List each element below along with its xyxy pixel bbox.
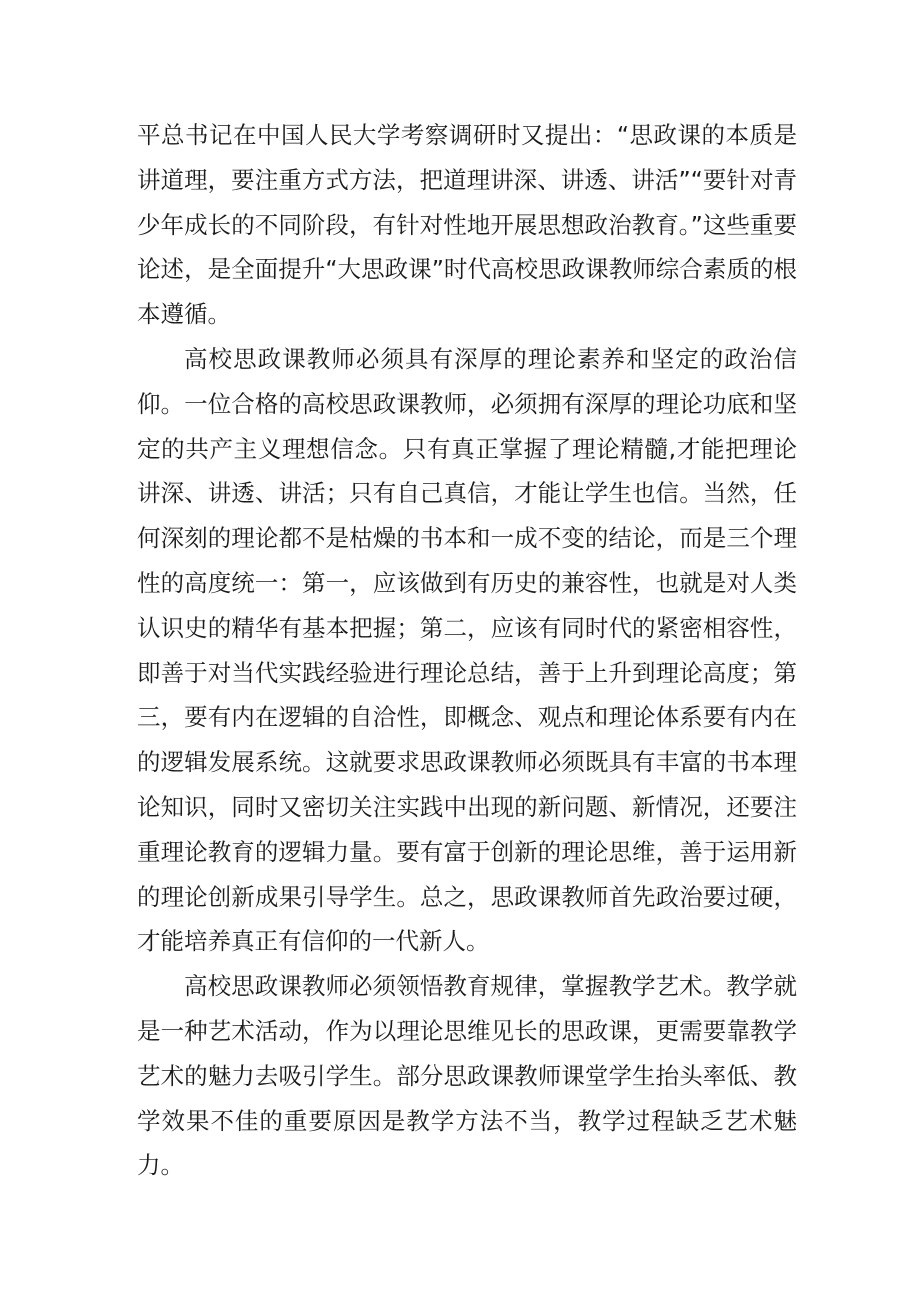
paragraph-continued: 平总书记在中国人民大学考察调研时又提出：“思政课的本质是讲道理，要注重方式方法，把道理讲深、讲透、讲活”“要针对青少年成长的不同阶段，有针对性地开展思想政治教育。”这些重要论述，是全面提升“大思政课”时代高校思政课教师综合素质的根本遵循。 [137,121,797,329]
paragraph-teaching-art: 高校思政课教师必须领悟教育规律，掌握教学艺术。教学就是一种艺术活动，作为以理论思维见长的思政课，更需要靠教学艺术的魅力去吸引学生。部分思政课教师课堂学生抬头率低、教学效果不佳的重要原因是教学方法不当，教学过程缺乏艺术魅力。 [137,972,797,1180]
paragraph-theory-literacy: 高校思政课教师必须具有深厚的理论素养和坚定的政治信仰。一位合格的高校思政课教师，必须拥有深厚的理论功底和坚定的共产主义理想信念。只有真正掌握了理论精髓,才能把理论讲深、讲透、讲活；只有自己真信，才能让学生也信。当然，任何深刻的理论都不是枯燥的书本和一成不变的结论，而是三个理性的高度统一：第一，应该做到有历史的兼容性，也就是对人类认识史的精华有基本把握；第二，应该有同时代的紧密相容性，即善于对当代实践经验进行理论总结，善于上升到理论高度；第三，要有内在逻辑的自洽性，即概念、观点和理论体系要有内在的逻辑发展系统。这就要求思政课教师必须既具有丰富的书本理论知识，同时又密切关注实践中出现的新问题、新情况，还要注重理论教育的逻辑力量。要有富于创新的理论思维，善于运用新的理论创新成果引导学生。总之，思政课教师首先政治要过硬，才能培养真正有信仰的一代新人。 [137,344,797,956]
body-text [137,113,797,1188]
